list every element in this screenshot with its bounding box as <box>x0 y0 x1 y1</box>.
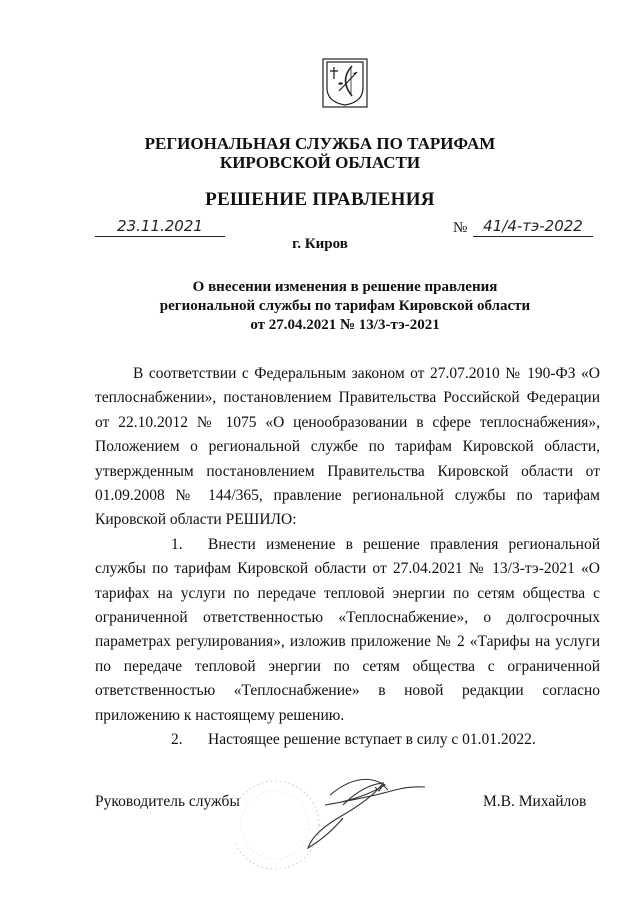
document-number: 41/4-тэ-2022 <box>473 217 593 237</box>
subject-title <box>150 278 540 335</box>
kirov-coat-of-arms-icon <box>322 58 368 108</box>
handwritten-signature-icon <box>235 765 435 885</box>
number-sign: № <box>453 220 468 236</box>
city: г. Киров <box>292 236 348 252</box>
subject-line1: О внесении изменения в решение правления <box>192 279 498 295</box>
document-type: РЕШЕНИЕ ПРАВЛЕНИЯ <box>205 189 435 210</box>
item-text: Внести изменение в решение правления региональной службы по тарифам Кировской области от 27.04.2021 № 13/3-тэ-2021 «О тарифах на услуги по передаче тепловой энергии по сетям общества с ограниченной ответственностью «Теплоснабжение», о долгосрочных параметрах регулирования», изложив приложение № 2 «Тарифы на услуги по передаче тепловой энергии по сетям общества с ограниченной ответственностью «Теплоснабжение» в новой редакции согласно приложению к настоящему решению. <box>95 535 600 724</box>
org-name-line2: КИРОВСКОЙ ОБЛАСТИ <box>219 153 421 172</box>
item-number: 1. <box>171 535 183 553</box>
decision-item-1 <box>95 533 600 728</box>
item-number: 2. <box>171 731 183 749</box>
decision-item-2 <box>95 728 600 752</box>
subject-line3: от 27.04.2021 № 13/3-тэ-2021 <box>250 317 440 333</box>
item-text: Настоящее решение вступает в силу с 01.01.2022. <box>208 731 536 749</box>
document-date: 23.11.2021 <box>95 217 225 237</box>
subject-line2: региональной службы по тарифам Кировской области <box>159 298 531 314</box>
document-body <box>95 362 600 753</box>
signatory-role: Руководитель службы <box>95 793 240 810</box>
org-name-line1: РЕГИОНАЛЬНАЯ СЛУЖБА ПО ТАРИФАМ <box>144 134 496 153</box>
signatory-name: М.В. Михайлов <box>483 793 587 810</box>
preamble-paragraph: В соответствии с Федеральным законом от 27.07.2010 № 190-ФЗ «О теплоснабжении», постановлением Правительства Российской Федерации от 22.10.2012 № 1075 «О ценообразовании в сфере теплоснабжения», Положением о региональной службе по тарифам Кировской области, утвержденным постановлением Правительства Кировской области от 01.09.2008 № 144/365, правление региональной службы по тарифам Кировской области РЕШИЛО: <box>95 365 600 529</box>
